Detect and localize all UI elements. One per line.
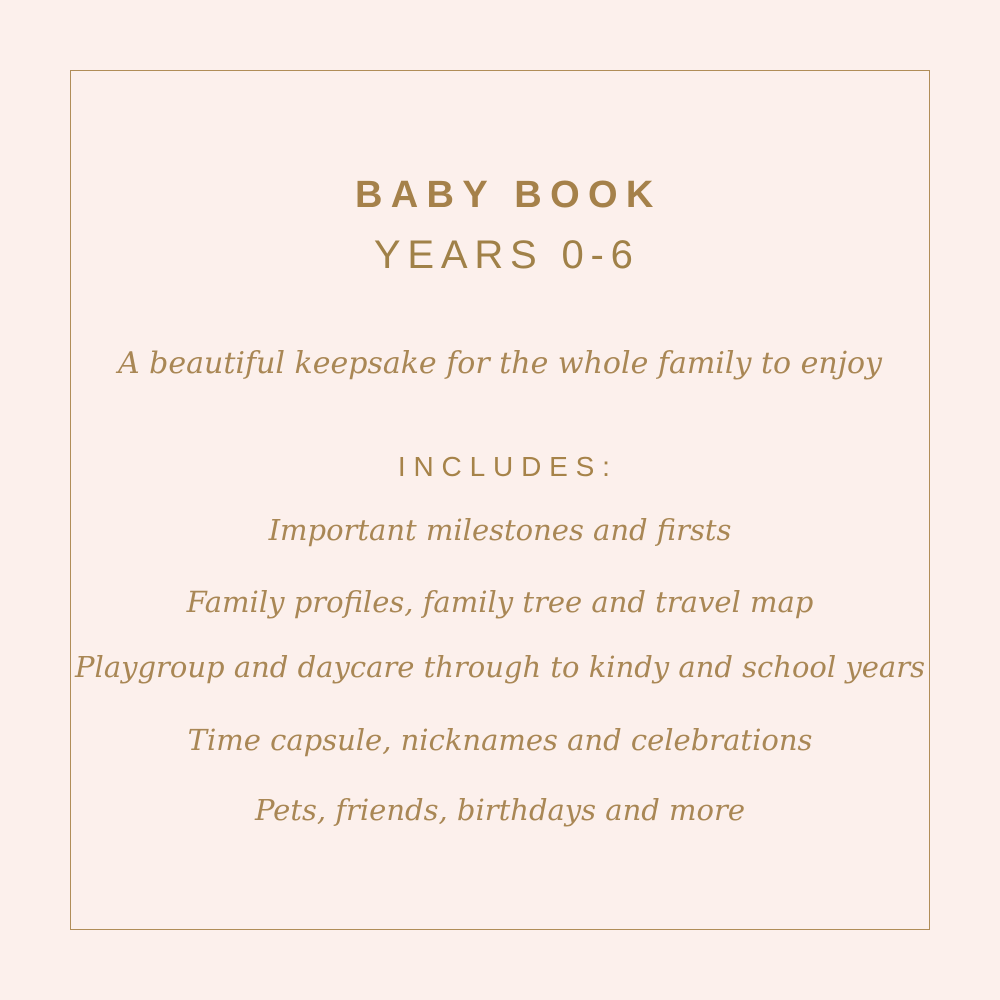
- includes-item: Important milestones and firsts: [268, 513, 732, 547]
- product-title: BABY BOOK: [354, 174, 662, 216]
- product-subtitle-years: YEARS 0-6: [373, 233, 640, 277]
- includes-item: Pets, friends, birthdays and more: [254, 793, 746, 827]
- tagline: A beautiful keepsake for the whole family to enjoy: [117, 346, 883, 381]
- includes-item: Family profiles, family tree and travel map: [186, 585, 814, 619]
- includes-item: Playgroup and daycare through to kindy and school years: [75, 650, 925, 684]
- includes-heading: INCLUDES:: [397, 451, 618, 482]
- includes-item: Time capsule, nicknames and celebrations: [187, 723, 813, 757]
